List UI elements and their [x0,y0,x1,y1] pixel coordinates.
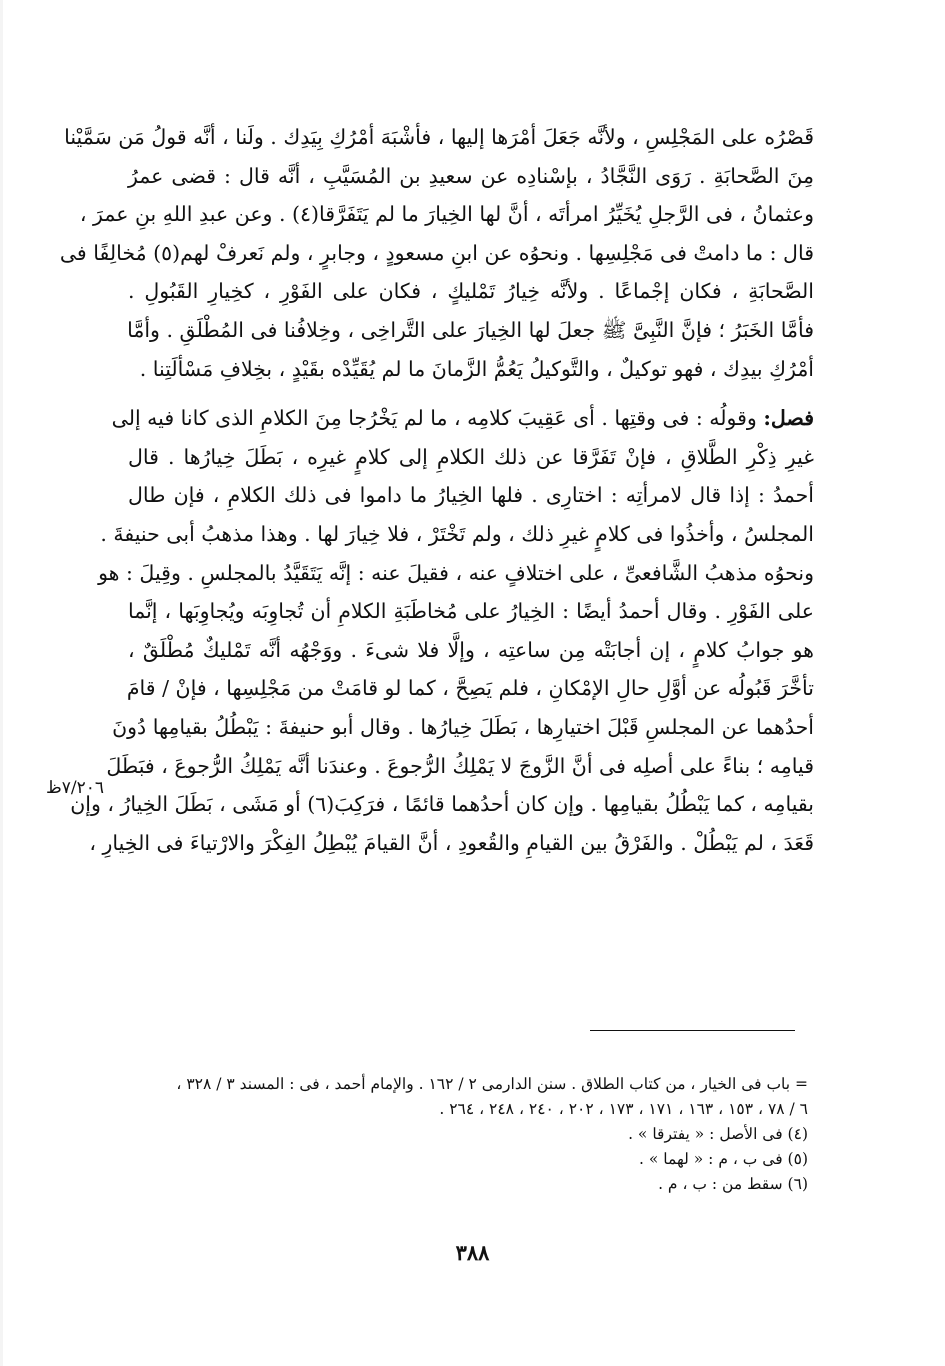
text-line: أمْرُكِ بيدِك ، فهو توكيلٌ ، والتَّوكيلُ يَعُمُّ الزَّمانَ ما لم يُقَيِّدْه بقَيْدٍ ، بخِلافِ مَسْألَتِنا . [139,356,814,381]
text-line: تأخَّرَ قَبُولُه عن أوَّلِ حالِ الإمْكانِ ، فلم يَصِحَّ ، كما لو قامَتْ من مَجْلِسِها ، فإنْ / قامَ [126,676,814,701]
footnote-line: ٦ / ٧٨ ، ١٥٣ ، ١٦٣ ، ١٧١ ، ١٧٣ ، ٢٠٢ ، ٢٤٠ ، ٢٤٨ ، ٢٦٤ . [439,1100,808,1118]
text-line: مِنَ الصَّحابَةِ . رَوَى النَّجَّادُ ، بإسْنادِه عن سعيدِ بن المُسَيَّبِ ، أنَّه قال : قضى عمرُ [128,163,814,188]
footnote-6: (٦) سقط من : ب ، م . [658,1175,808,1193]
paragraph-1 [59,118,814,388]
text-line: غيرِ ذِكْرِ الطَّلاقِ ، فإنْ تَفَرَّقا عن ذلك الكلامِ إلى كلامٍ غيرِه ، بَطَلَ خِيارُها . قال [128,444,814,469]
text-line: قَعَدَ ، لم يَبْطُلْ . والفَرْقُ بين القيامِ والقُعودِ ، أنَّ القيامَ يُبْطِلُ الفِكْرَ والارْتياءَ فى الخِيارِ ، [89,830,814,855]
text-line: ونحوُه مذهبُ الشَّافعىِّ ، على اختلافٍ عنه ، فقيلَ عنه : إنَّه يَتَقَيَّدُ بالمجلسِ . وقِيلَ : هو [98,560,814,585]
text-line: قَصْرُه على المَجْلِسِ ، ولأنَّه جَعَلَ أمْرَها إليها ، فأشْبَهَ أمْرُكِ بِيَدِك . ولَنا ، أنَّه قولُ مَن سَمَّيْنا [64,125,814,149]
text-line: الصَّحابَةِ ، فكان إجْماعًا . ولأنَّه خِيارُ تَمْليكٍ ، فكان على الفَوْرِ ، كخِيارِ القَبُولِ . [128,279,814,304]
text-line: هو جوابُ كلامٍ ، إن أجابَتْه مِن ساعتِه ، وإلَّا فلا شىءَ . ووَجْهُه أنَّه تَمْليكٌ مُطْلَقٌ ، [128,637,814,662]
text-line: بقيامِه ، كما يَبْطُلُ بقيامِها . وإن كان أحدُهما قائمًا ، فرَكِبَ(٦) أو مَشَى ، بَطَلَ الخِيارُ ، وإن [70,792,814,817]
footnote-5: (٥) فى ب ، م : « لهما » . [639,1150,808,1168]
footnote-4: (٤) فى الأصل : « يفترقا » . [628,1125,808,1143]
footnotes [118,1072,808,1197]
fasl-heading: فصل: [763,406,814,431]
text-line: وعثمانُ ، فى الرَّجلِ يُخَيِّرُ امرأتَه ، أنَّ لها الخِيارَ ما لم يَتَفَرَّقا(٤) . وعن عبدِ اللهِ بنِ عمرَ ، [79,202,814,227]
text-line [111,399,814,438]
text-line-rest: وقولُه : فى وقتِها . أى عَقِيبَ كلامِه ، ما لم يَخْرُجا مِنَ الكلامِ الذى كانا فيه إلى [111,406,764,431]
page-number: ٣٨٨ [455,1240,490,1265]
footnote-divider [590,1030,795,1031]
text-line: أحمدُ : إذا قال لامرأتِه : اختارِى . فلها الخِيارُ ما داموا فى ذلك الكلامِ ، فإن طال [128,483,814,508]
text-line: أحدُهما عن المجلسِ قَبْلَ اختيارِها ، بَطَلَ خِيارُها . وقال أبو حنيفةَ : يَبْطُلُ بقيامِها دُونَ [112,714,814,739]
text-line: فأمَّا الخَبَرُ ؛ فإنَّ النَّبِىَّ ﷺ جعلَ لها الخِيارَ على التَّراخِى ، وخِلافُنا فى المُطْلَقِ . وأمَّا [127,317,814,342]
text-line: قال : ما دامتْ فى مَجْلِسِها . ونحوُه عن ابنِ مسعودٍ ، وجابرٍ ، ولم نَعرفْ لهم(٥) مُخالِفًا فى [59,240,814,265]
margin-manuscript-ref: ٧/٢٠٦ظ [46,778,104,798]
footnote-line: = باب فى الخيار ، من كتاب الطلاق . سنن الدارمى ٢ / ١٦٢ . والإمام أحمد ، فى : المسند ٣ / ٣٢٨ ، [176,1075,808,1093]
text-line: قيامِه ؛ بناءً على أصلِه فى أنَّ الزَّوجَ لا يَمْلِكُ الرُّجوعَ . وعندَنا أنَّه يَمْلِكُ الرُّجوعَ ، فبَطَلَ [106,753,814,778]
text-line: على الفَوْرِ . وقال أحمدُ أيضًا : الخِيارُ على مُخاطَبَةِ الكلامِ أن تُجاوِبَه ويُجاوِبَها ، إنَّما [128,599,814,624]
text-line: المجلسُ ، وأخذُوا فى كلامٍ غيرِ ذلك ، ولم تَخْتَرْ ، فلا خِيارَ لها . وهذا مذهبُ أبى حنيفةَ . [100,521,814,546]
scan-edge [0,0,3,1366]
